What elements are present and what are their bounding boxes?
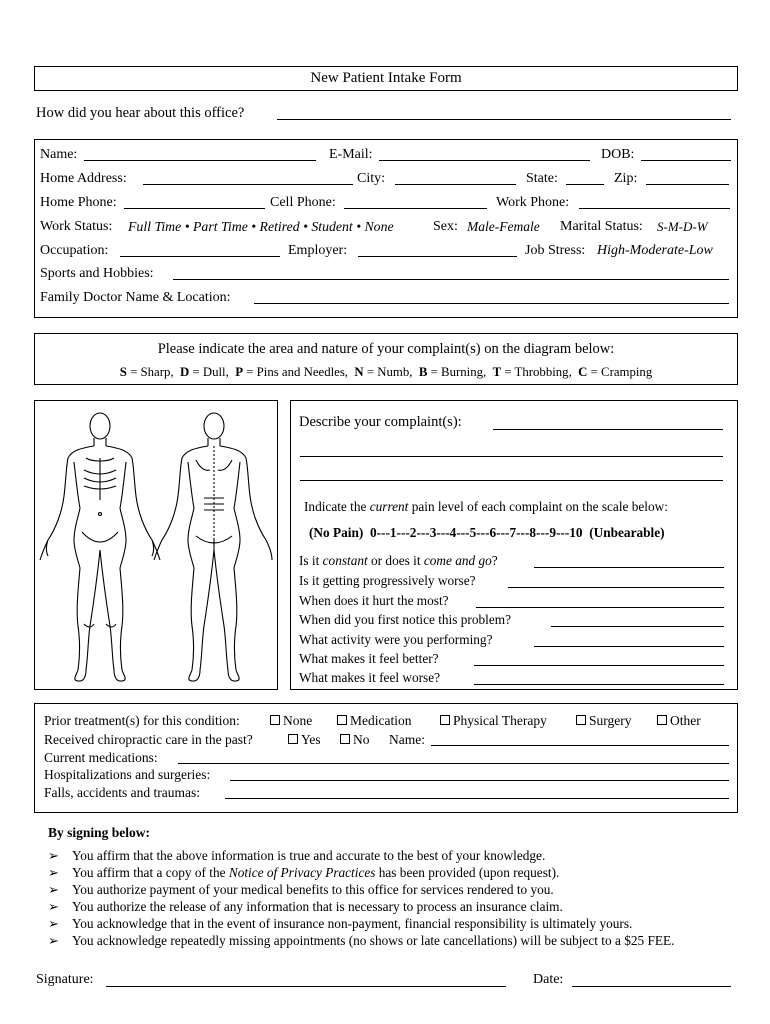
legend-code-p: P bbox=[235, 365, 244, 379]
marital-status-label: Marital Status: bbox=[560, 219, 643, 234]
title-box bbox=[34, 66, 738, 91]
zip-label: Zip: bbox=[614, 171, 638, 186]
prior-option-medication-label: Medication bbox=[350, 713, 412, 728]
city-field[interactable] bbox=[395, 184, 516, 185]
feel-worse-answer-field[interactable] bbox=[474, 684, 724, 685]
employer-label: Employer: bbox=[288, 243, 348, 258]
bullet-arrow-icon: ➢ bbox=[48, 933, 59, 948]
legend-code-b: B bbox=[418, 365, 428, 379]
prior-option-other-label: Other bbox=[670, 713, 701, 728]
complaint-instructions-box bbox=[34, 333, 738, 385]
constant-q-text-1: Is it bbox=[299, 553, 323, 568]
medications-label: Current medications: bbox=[44, 750, 158, 765]
chiro-yes-label: Yes bbox=[301, 732, 321, 747]
describe-complaint-field-2[interactable] bbox=[300, 456, 723, 457]
prior-option-medication[interactable] bbox=[337, 713, 411, 729]
chiro-no-option[interactable] bbox=[340, 732, 370, 748]
describe-complaint-field-1[interactable] bbox=[493, 429, 723, 430]
constant-q-text-2: or does it bbox=[367, 553, 424, 568]
progressive-answer-field[interactable] bbox=[508, 587, 724, 588]
referral-label: How did you hear about this office? bbox=[36, 105, 245, 121]
cell-phone-field[interactable] bbox=[344, 208, 487, 209]
work-phone-field[interactable] bbox=[579, 208, 730, 209]
chiro-care-label: Received chiropractic care in the past? bbox=[44, 732, 253, 747]
dob-field[interactable] bbox=[641, 160, 731, 161]
hurt-most-question: When does it hurt the most? bbox=[299, 593, 449, 608]
work-status-options[interactable]: Full Time • Part Time • Retired • Student • None bbox=[128, 219, 394, 234]
activity-answer-field[interactable] bbox=[534, 646, 724, 647]
legend-text-n: = Numb, bbox=[363, 365, 413, 379]
checkbox-chiro-no[interactable] bbox=[340, 734, 350, 744]
home-phone-field[interactable] bbox=[124, 208, 265, 209]
family-doctor-label: Family Doctor Name & Location: bbox=[40, 290, 231, 305]
financial-responsibility-text: You acknowledge that in the event of insurance non-payment, financial responsibility is ultimately yours. bbox=[72, 916, 633, 931]
checkbox-chiro-yes[interactable] bbox=[288, 734, 298, 744]
legend-text-c: = Cramping bbox=[587, 365, 653, 379]
prior-option-none-label: None bbox=[283, 713, 313, 728]
family-doctor-field[interactable] bbox=[254, 303, 729, 304]
checkbox-physical-therapy[interactable] bbox=[440, 715, 450, 725]
legend-text-p: = Pins and Needles, bbox=[243, 365, 349, 379]
feel-worse-question: What makes it feel worse? bbox=[299, 670, 441, 685]
city-label: City: bbox=[357, 171, 386, 186]
sports-field[interactable] bbox=[173, 279, 729, 280]
email-field[interactable] bbox=[379, 160, 590, 161]
name-label: Name: bbox=[40, 147, 78, 162]
legend-text-t: = Throbbing, bbox=[501, 365, 572, 379]
state-label: State: bbox=[526, 171, 558, 186]
legend-code-d: D bbox=[179, 365, 190, 379]
checkbox-medication[interactable] bbox=[337, 715, 347, 725]
activity-question: What activity were you performing? bbox=[299, 632, 493, 647]
constant-question bbox=[299, 553, 498, 569]
pain-prompt-emphasis: current bbox=[369, 499, 409, 514]
cell-phone-label: Cell Phone: bbox=[270, 195, 336, 210]
state-field[interactable] bbox=[566, 184, 604, 185]
pain-level-prompt bbox=[304, 499, 668, 515]
chiro-name-field[interactable] bbox=[431, 745, 729, 746]
falls-label: Falls, accidents and traumas: bbox=[44, 785, 200, 800]
prior-option-surgery-label: Surgery bbox=[589, 713, 632, 728]
feel-better-answer-field[interactable] bbox=[474, 665, 724, 666]
legend-text-b: = Burning, bbox=[427, 365, 487, 379]
bullet-arrow-icon: ➢ bbox=[48, 865, 59, 880]
affirm-accurate-text: You affirm that the above information is true and accurate to the best of your knowledge. bbox=[72, 848, 546, 863]
marital-status-options[interactable]: S-M-D-W bbox=[657, 219, 708, 234]
chiro-yes-option[interactable] bbox=[288, 732, 321, 748]
missed-appointments-text: You acknowledge repeatedly missing appointments (no shows or late cancellations) will be subject to a $25 FEE. bbox=[72, 933, 675, 948]
date-label: Date: bbox=[533, 972, 564, 987]
legend-code-s: S bbox=[119, 365, 127, 379]
chiro-name-label: Name: bbox=[389, 732, 425, 747]
first-notice-question: When did you first notice this problem? bbox=[299, 612, 511, 627]
authorize-payment-text: You authorize payment of your medical benefits to this office for services rendered to you. bbox=[72, 882, 554, 897]
chiro-no-label: No bbox=[353, 732, 370, 747]
hospitalizations-field[interactable] bbox=[230, 780, 729, 781]
prior-option-none[interactable] bbox=[270, 713, 312, 729]
privacy-notice-title: Notice of Privacy Practices bbox=[228, 865, 376, 880]
prior-treatment-label: Prior treatment(s) for this condition: bbox=[44, 713, 240, 728]
home-address-label: Home Address: bbox=[40, 171, 127, 186]
hurt-most-answer-field[interactable] bbox=[476, 607, 724, 608]
feel-better-question: What makes it feel better? bbox=[299, 651, 439, 666]
sports-label: Sports and Hobbies: bbox=[40, 266, 154, 281]
constant-q-em-1: constant bbox=[322, 553, 368, 568]
body-back-figure bbox=[154, 413, 272, 681]
progressive-question: Is it getting progressively worse? bbox=[299, 573, 476, 588]
first-notice-answer-field[interactable] bbox=[551, 626, 724, 627]
legend-code-c: C bbox=[578, 365, 588, 379]
constant-q-text-3: ? bbox=[491, 553, 498, 568]
bullet-arrow-icon: ➢ bbox=[48, 899, 59, 914]
prior-option-other[interactable] bbox=[657, 713, 701, 729]
privacy-text-1: You affirm that a copy of the bbox=[72, 865, 229, 880]
checkbox-surgery[interactable] bbox=[576, 715, 586, 725]
describe-complaint-label: Describe your complaint(s): bbox=[299, 414, 462, 430]
constant-answer-field[interactable] bbox=[534, 567, 724, 568]
prior-option-physical-therapy[interactable] bbox=[440, 713, 547, 729]
job-stress-options[interactable]: High-Moderate-Low bbox=[597, 243, 713, 258]
zip-field[interactable] bbox=[646, 184, 729, 185]
legend-text-s: = Sharp, bbox=[126, 365, 174, 379]
bullet-arrow-icon: ➢ bbox=[48, 882, 59, 897]
describe-complaint-field-3[interactable] bbox=[300, 480, 723, 481]
bullet-arrow-icon: ➢ bbox=[48, 916, 59, 931]
sex-label: Sex: bbox=[433, 219, 458, 234]
pain-scale[interactable]: (No Pain) 0---1---2---3---4---5---6---7---8---9---10 (Unbearable) bbox=[309, 525, 665, 540]
legend-code-t: T bbox=[492, 365, 502, 379]
legend-text-d: = Dull, bbox=[189, 365, 229, 379]
checkbox-none[interactable] bbox=[270, 715, 280, 725]
page-title: New Patient Intake Form bbox=[310, 70, 462, 86]
employer-field[interactable] bbox=[358, 256, 517, 257]
prior-option-surgery[interactable] bbox=[576, 713, 632, 729]
complaint-area-heading: Please indicate the area and nature of your complaint(s) on the diagram below: bbox=[157, 341, 615, 357]
work-status-label: Work Status: bbox=[40, 219, 113, 234]
dob-label: DOB: bbox=[601, 147, 635, 162]
date-field[interactable] bbox=[572, 986, 731, 987]
body-front-figure bbox=[40, 413, 160, 681]
home-phone-label: Home Phone: bbox=[40, 195, 117, 210]
falls-field[interactable] bbox=[225, 798, 729, 799]
referral-field[interactable] bbox=[277, 119, 731, 120]
legend-code-n: N bbox=[354, 365, 364, 379]
home-address-field[interactable] bbox=[143, 184, 353, 185]
bullet-arrow-icon: ➢ bbox=[48, 848, 59, 863]
constant-q-em-2: come and go bbox=[423, 553, 492, 568]
pain-prompt-text-2: pain level of each complaint on the scale below: bbox=[408, 499, 668, 514]
signature-field[interactable] bbox=[106, 986, 506, 987]
privacy-notice-text bbox=[72, 865, 559, 881]
authorize-release-text: You authorize the release of any information that is necessary to process an insurance claim. bbox=[72, 899, 563, 914]
pain-prompt-text-1: Indicate the bbox=[304, 499, 370, 514]
signature-label: Signature: bbox=[36, 972, 94, 987]
prior-option-pt-label: Physical Therapy bbox=[453, 713, 547, 728]
occupation-label: Occupation: bbox=[40, 243, 109, 258]
hospitalizations-label: Hospitalizations and surgeries: bbox=[44, 767, 211, 782]
signing-heading: By signing below: bbox=[48, 825, 151, 840]
email-label: E-Mail: bbox=[329, 147, 373, 162]
job-stress-label: Job Stress: bbox=[525, 243, 586, 258]
medications-field[interactable] bbox=[178, 763, 729, 764]
privacy-text-2: has been provided (upon request). bbox=[375, 865, 560, 880]
checkbox-other[interactable] bbox=[657, 715, 667, 725]
work-phone-label: Work Phone: bbox=[496, 195, 570, 210]
pain-type-legend bbox=[35, 364, 737, 380]
body-diagram[interactable] bbox=[34, 400, 278, 690]
occupation-field[interactable] bbox=[120, 256, 280, 257]
name-field[interactable] bbox=[84, 160, 316, 161]
sex-options[interactable]: Male-Female bbox=[467, 219, 540, 234]
